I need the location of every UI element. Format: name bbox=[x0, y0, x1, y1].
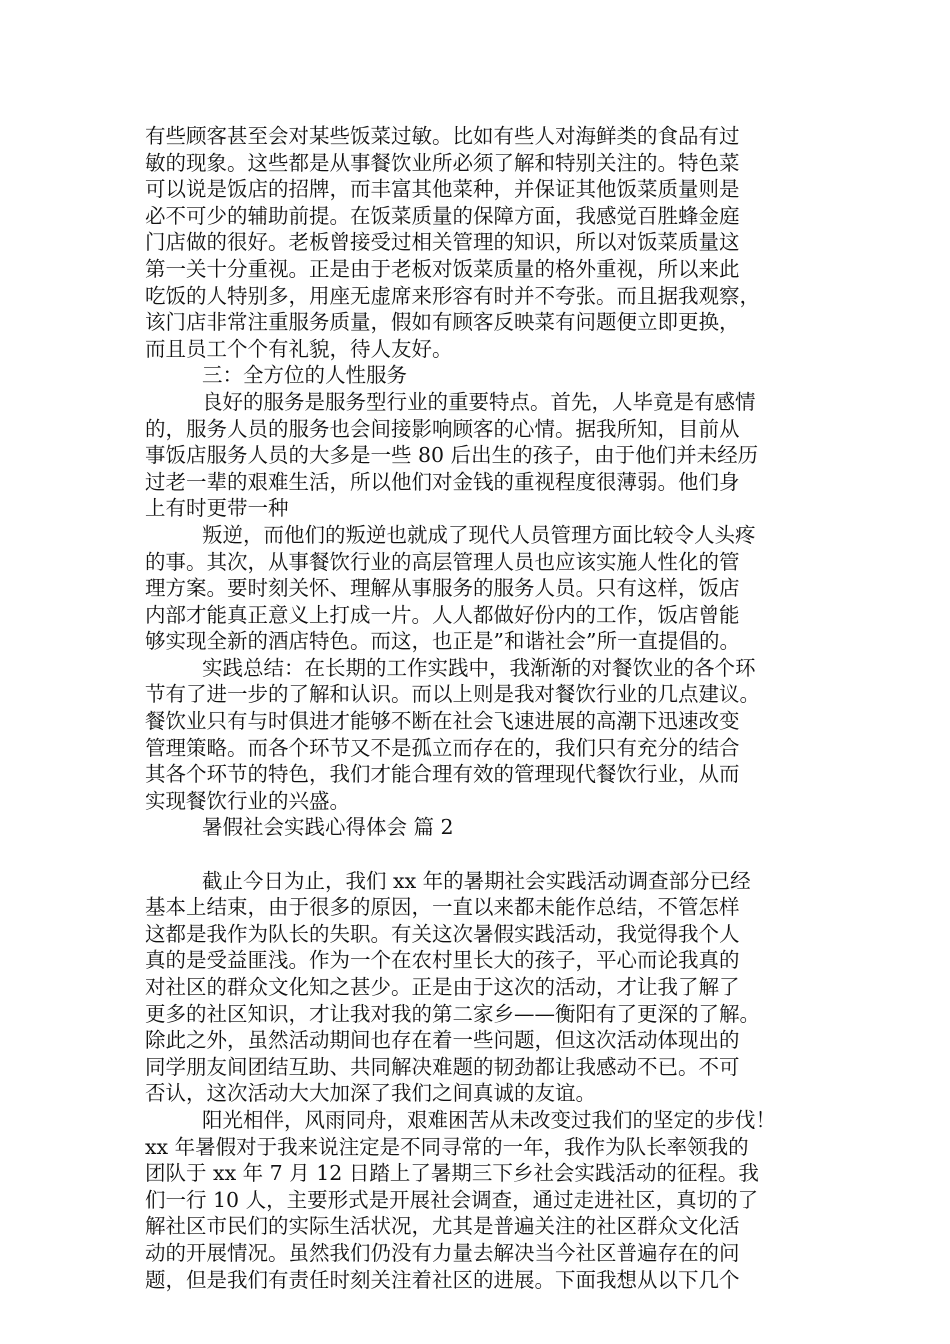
text-line: 同学朋友间团结互助、共同解决难题的韧劲都让我感动不已。不可 bbox=[145, 1054, 740, 1079]
text-line: 解社区市民们的实际生活状况，尤其是普遍关注的社区群众文化活 bbox=[145, 1214, 740, 1239]
text-line: 该门店非常注重服务质量，假如有顾客反映菜有问题便立即更换， bbox=[145, 310, 740, 335]
text-line: 第一关十分重视。正是由于老板对饭菜质量的格外重视，所以来此 bbox=[145, 256, 740, 281]
text-line: 题，但是我们有责任时刻关注着社区的进展。下面我想从以下几个 bbox=[145, 1267, 740, 1292]
text-line: 内部才能真正意义上打成一片。人人都做好份内的工作，饭店曾能 bbox=[145, 602, 740, 627]
text-line: 对社区的群众文化知之甚少。正是由于这次的活动，才让我了解了 bbox=[145, 975, 740, 999]
text-line: 上有时更带一种 bbox=[145, 496, 289, 521]
text-line: 三：全方位的人性服务 bbox=[202, 363, 407, 388]
text-line: 其各个环节的特色，我们才能合理有效的管理现代餐饮行业，从而 bbox=[145, 762, 740, 787]
text-line: 可以说是饭店的招牌，而丰富其他菜种，并保证其他饭菜质量则是 bbox=[145, 177, 740, 202]
document-body bbox=[145, 123, 805, 1293]
text-line: 而且员工个个有礼貌，待人友好。 bbox=[145, 336, 453, 361]
text-line: 更多的社区知识，才让我对我的第二家乡——衡阳有了更深的了解。 bbox=[145, 1001, 760, 1026]
text-line: 餐饮业只有与时俱进才能够不断在社会飞速进展的高潮下迅速改变 bbox=[145, 709, 740, 734]
text-line: 真的是受益匪浅。作为一个在农村里长大的孩子，平心而论我真的 bbox=[145, 948, 740, 973]
text-line: 们一行 10 人，主要形式是开展社会调查，通过走进社区，真切的了 bbox=[145, 1187, 759, 1212]
text-line: 敏的现象。这些都是从事餐饮业所必须了解和特别关注的。特色菜 bbox=[145, 150, 740, 175]
text-line: 的，服务人员的服务也会间接影响顾客的心情。据我所知，目前从 bbox=[145, 416, 740, 441]
text-line: 理方案。要时刻关怀、理解从事服务的服务人员。只有这样，饭店 bbox=[145, 576, 740, 601]
text-line: 否认，这次活动大大加深了我们之间真诚的友谊。 bbox=[145, 1081, 596, 1106]
text-line: xx 年暑假对于我来说注定是不同寻常的一年，我作为队长率领我的 bbox=[145, 1134, 749, 1159]
text-line: 阳光相伴，风雨同舟，艰难困苦从未改变过我们的坚定的步伐！ bbox=[202, 1107, 776, 1132]
text-line: 必不可少的辅助前提。在饭菜质量的保障方面，我感觉百胜蜂金庭 bbox=[145, 203, 740, 228]
text-line: 这都是我作为队长的失职。有关这次暑假实践活动，我觉得我个人 bbox=[145, 921, 740, 946]
text-line: 团队于 xx 年 7 月 12 日踏上了暑期三下乡社会实践活动的征程。我 bbox=[145, 1161, 759, 1186]
text-line: 吃饭的人特别多，用座无虚席来形容有时并不夸张。而且据我观察， bbox=[145, 283, 760, 308]
text-line: 门店做的很好。老板曾接受过相关管理的知识，所以对饭菜质量这 bbox=[145, 230, 740, 255]
text-line: 叛逆，而他们的叛逆也就成了现代人员管理方面比较令人头疼 bbox=[202, 522, 756, 547]
text-line: 节有了进一步的了解和认识。而以上则是我对餐饮行业的几点建议。 bbox=[145, 682, 760, 707]
text-line: 动的开展情况。虽然我们仍没有力量去解决当今社区普遍存在的问 bbox=[145, 1240, 740, 1265]
text-line: 有些顾客甚至会对某些饭菜过敏。比如有些人对海鲜类的食品有过 bbox=[145, 124, 740, 148]
text-line: 基本上结束，由于很多的原因，一直以来都未能作总结，不管怎样 bbox=[145, 895, 740, 920]
text-line: 实践总结：在长期的工作实践中，我渐渐的对餐饮业的各个环 bbox=[202, 655, 756, 680]
text-line: 够实现全新的酒店特色。而这，也正是”和谐社会”所一直提倡的。 bbox=[145, 629, 740, 654]
blank-line bbox=[145, 841, 805, 868]
text-line: 除此之外，虽然活动期间也存在着一些问题，但这次活动体现出的 bbox=[145, 1028, 740, 1053]
text-line: 事饭店服务人员的大多是一些 80 后出生的孩子，由于他们并未经历 bbox=[145, 443, 759, 468]
text-line: 暑假社会实践心得体会 篇 2 bbox=[202, 815, 454, 840]
text-line: 的事。其次，从事餐饮行业的高层管理人员也应该实施人性化的管 bbox=[145, 549, 740, 574]
text-line: 良好的服务是服务型行业的重要特点。首先，人毕竟是有感情 bbox=[202, 389, 756, 414]
text-line: 截止今日为止，我们 xx 年的暑期社会实践活动调查部分已经 bbox=[202, 868, 751, 893]
text-line: 实现餐饮行业的兴盛。 bbox=[145, 788, 350, 813]
text-line: 管理策略。而各个环节又不是孤立而存在的，我们只有充分的结合 bbox=[145, 735, 740, 760]
text-line: 过老一辈的艰难生活，所以他们对金钱的重视程度很薄弱。他们身 bbox=[145, 469, 740, 494]
